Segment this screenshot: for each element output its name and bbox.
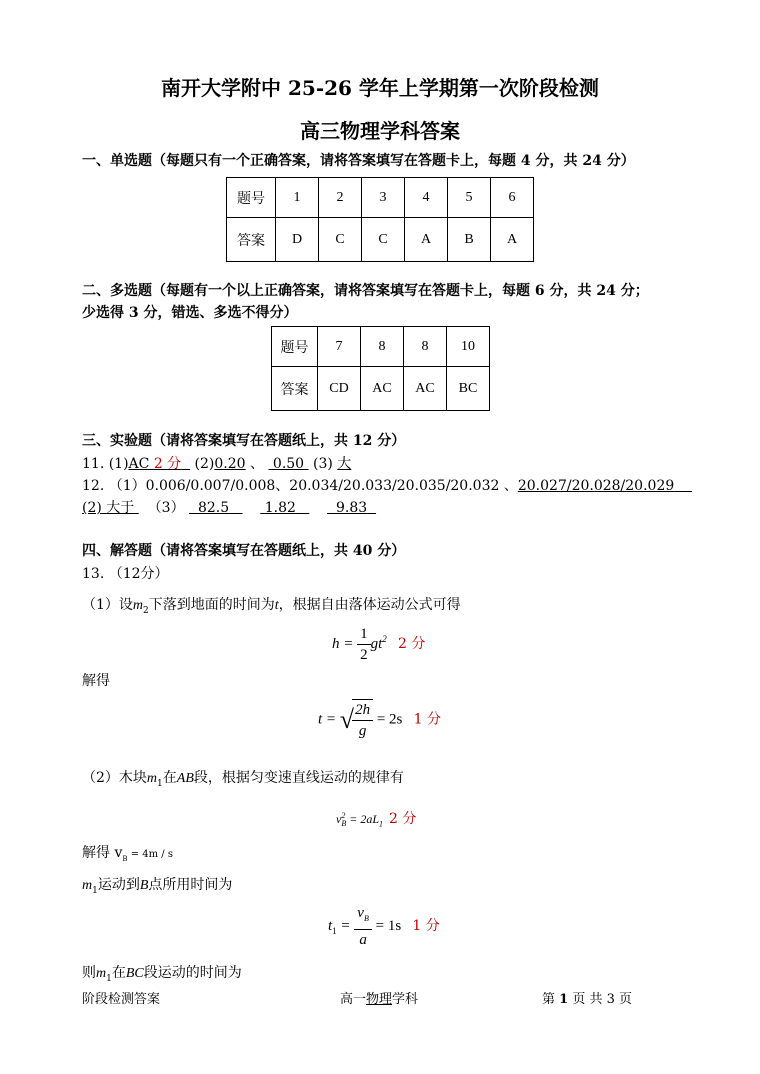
section-heading-experiment: 三、实验题（请将答案填写在答题纸上，共 12 分） [82, 433, 406, 449]
score-eq1: 2 分 [398, 635, 426, 652]
q12-line1 [82, 475, 692, 495]
table-label-number: 题号 [227, 178, 276, 218]
q11-answer-1: AC 2 分 [128, 456, 182, 472]
q12-line2 [82, 497, 376, 517]
equation-3: v 2 B = $2aL_1$ 2 分 [336, 811, 417, 829]
q12-prefix: 12. （1） [82, 478, 146, 494]
table-cell: AC [404, 367, 447, 411]
score-eq3: 2 分 [389, 811, 417, 827]
table-cell: 1 [276, 178, 319, 218]
q12-separator: 、 [503, 478, 518, 494]
q12-answer-2: 20.027/20.028/20.029 [517, 478, 675, 494]
table-cell: 5 [448, 178, 491, 218]
q11-part3-label: (3) [313, 456, 333, 472]
table-cell: 3 [362, 178, 405, 218]
table-label-answer: 答案 [272, 367, 318, 411]
equation-2: t = √ $\frac{2h}{g}$ = 2s 1 分 [318, 698, 441, 742]
q11-separator: 、 [250, 456, 265, 472]
q13-heading: 13. （12分） [82, 566, 169, 582]
table-cell: B [448, 218, 491, 262]
q11-answer-4: 大 [337, 456, 352, 472]
q12-answer-4: 82.5 [197, 500, 230, 516]
q11-answer-2: 0.20 [214, 456, 246, 472]
answer-table-multi-choice [271, 326, 490, 411]
table-cell: A [491, 218, 534, 262]
q12-answer-1: 0.006/0.007/0.008、20.034/20.033/20.035/20.032 [145, 478, 500, 494]
table-cell: 2 [319, 178, 362, 218]
q11-answer-3: 0.50 [272, 456, 305, 472]
footer-center: 高一物理学科 [340, 992, 419, 1007]
q11-score: 2 分 [153, 456, 182, 472]
q13-last-line: 则$m_1$在BC段运动的时间为 [82, 965, 242, 984]
table-label-number: 题号 [272, 327, 318, 367]
sqrt-icon: √ [339, 705, 355, 734]
q13-part2-text: （2）木块$m_1$在AB段，根据匀变速直线运动的规律有 [82, 770, 404, 789]
q12-part2: (2) 大于 [82, 500, 135, 516]
q12-part3-label: （3） [147, 500, 185, 516]
table-cell: A [405, 218, 448, 262]
table-cell: 4 [405, 178, 448, 218]
q11-line [82, 453, 351, 473]
table-cell: C [319, 218, 362, 262]
section-heading-multi-choice-line2: 少选得 3 分，错选、多选不得分） [82, 305, 298, 321]
page-title: 南开大学附中 25-26 学年上学期第一次阶段检测 [161, 76, 599, 100]
table-cell: AC [361, 367, 404, 411]
table-cell: 7 [318, 327, 361, 367]
section-heading-solutions: 四、解答题（请将答案填写在答题纸上，共 40 分） [82, 543, 406, 559]
table-cell: 10 [447, 327, 490, 367]
table-cell: 8 [361, 327, 404, 367]
table-cell: BC [447, 367, 490, 411]
section-heading-single-choice: 一、单选题（每题只有一个正确答案，请将答案填写在答题卡上，每题 4 分，共 24 分） [82, 153, 635, 169]
table-cell: D [276, 218, 319, 262]
table-cell: 8 [404, 327, 447, 367]
q11-part2-label: (2) [194, 456, 215, 472]
table-label-answer: 答案 [227, 218, 276, 262]
page-subtitle: 高三物理学科答案 [300, 119, 460, 143]
q13-part1-text: （1）设$m_2$下落到地面的时间为t，根据自由落体运动公式可得 [82, 597, 461, 616]
score-eq2: 1 分 [413, 711, 441, 728]
equation-4: $t_1$ = $\frac{v_B}{a}$ = 1s 1 分 [328, 905, 440, 948]
q12-answer-5: 1.82 [264, 500, 296, 516]
table-cell: CD [318, 367, 361, 411]
footer-left: 阶段检测答案 [82, 992, 161, 1007]
equation-1: h = $\frac{1}{2}$ $gt^2$ 2 分 [332, 626, 426, 663]
score-eq4: 1 分 [412, 917, 440, 934]
footer-page-number: 第 1 页 共 3 页 [542, 992, 633, 1007]
q12-answer-6: 9.83 [335, 500, 368, 516]
q11-prefix: 11. (1) [82, 456, 129, 472]
answer-table-single-choice [226, 177, 534, 262]
table-cell: 6 [491, 178, 534, 218]
solve-label-1: 解得 [82, 673, 110, 689]
solve-label-2: 解得 $v_B = 4m / s$ [82, 845, 173, 863]
section-heading-multi-choice: 二、多选题（每题有一个以上正确答案，请将答案填写在答题卡上，每题 6 分，共 24 分； [82, 283, 649, 299]
table-cell: C [362, 218, 405, 262]
q13-m1-line: $m_1$运动到B点所用时间为 [82, 877, 233, 896]
